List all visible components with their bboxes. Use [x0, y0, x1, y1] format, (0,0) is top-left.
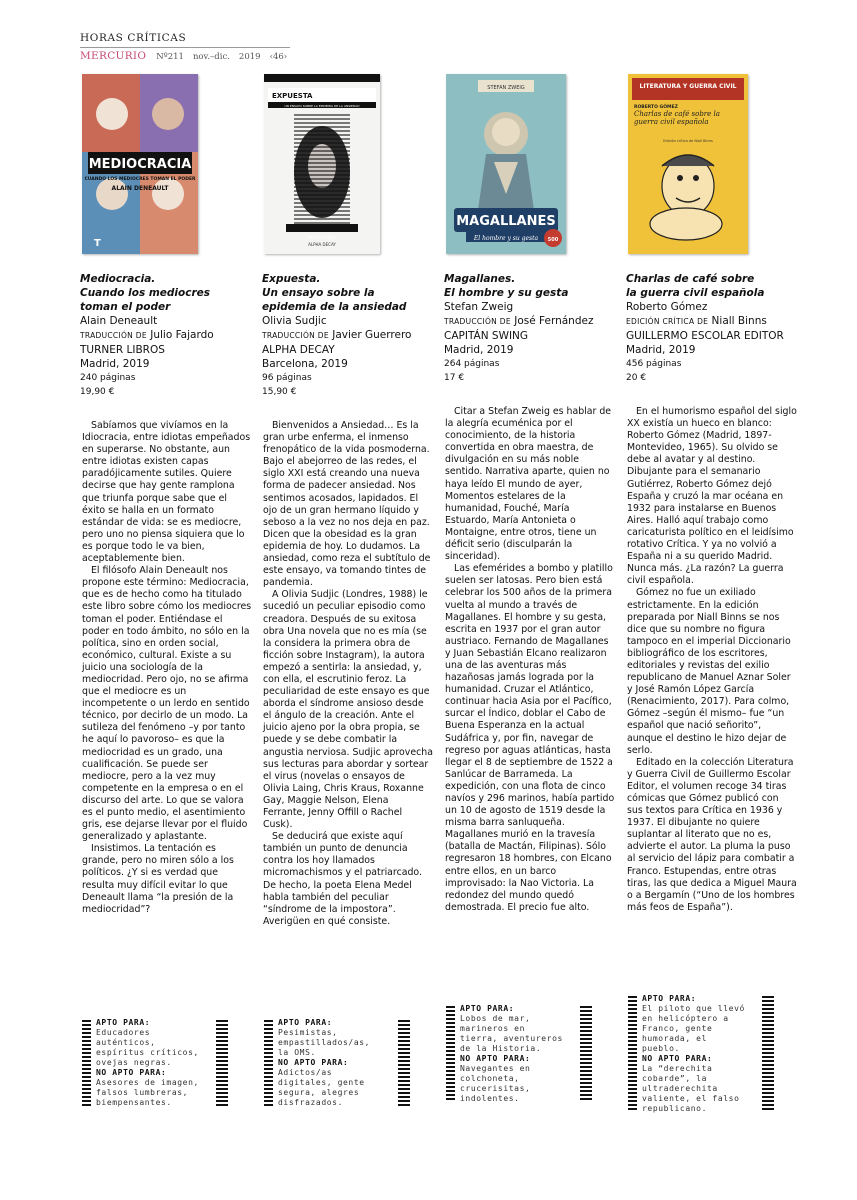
book-credit: TRADUCCIÓN DE Julio Fajardo — [80, 329, 214, 341]
issue-period: nov.–dic. — [192, 52, 230, 62]
barcode-decoration — [762, 996, 774, 1112]
book-pages: 456 páginas — [626, 359, 682, 369]
apto-box-mediocracia — [82, 1018, 228, 1108]
cover-subtitle: CUANDO LOS MEDIOCRES TOMAN EL PODER — [84, 177, 196, 182]
barcode-decoration — [580, 1006, 592, 1102]
cover-author: ROBERTO GÓMEZ — [634, 105, 678, 110]
page-number: ‹46› — [269, 52, 288, 62]
book-column-expuesta — [262, 74, 432, 399]
review-text-expuesta — [263, 420, 433, 928]
book-title: Mediocracia. Cuando los mediocres toman el poder — [80, 273, 211, 313]
book-publisher: GUILLERMO ESCOLAR EDITOR — [626, 330, 784, 342]
review-paragraph: Gómez no fue un exiliado estrictamente. En la edición preparada por Niall Binns se nos dice que su nombre no figura tampoco en el imperial Diccionario bibliográfico de los escritores, editoriales y revistas del exilio republicano de Manuel Aznar Soler y José Ramón López García (Renacimiento, 2017). Para colmo, Gómez –según él mismo– fue “un español que nació señorito”, aunque el destino le hizo dejar de serlo. — [627, 587, 791, 756]
apto-box-charlas — [628, 994, 774, 1114]
book-place-year: Barcelona, 2019 — [262, 358, 348, 370]
book-place-year: Madrid, 2019 — [626, 344, 696, 356]
header-rule — [80, 47, 290, 48]
cover-subtitle: El hombre y su gesta — [473, 235, 539, 242]
cover-title: MEDIOCRACIA — [88, 157, 192, 172]
book-credit: TRADUCCIÓN DE Javier Guerrero — [262, 329, 412, 341]
book-cover-expuesta — [264, 74, 380, 254]
book-title: Expuesta. Un ensayo sobre la epidemia de la ansiedad — [262, 273, 407, 313]
review-paragraph: Bienvenidos a Ansiedad… Es la gran urbe enferma, el inmenso frenopático de la vida posmoderna. Bajo el abejorreo de las redes, el siglo XXI está creando una nueva forma de padecer ansiedad. Nos sentimos acosados, lapidados. El ojo de un gran hermano líquido y seboso a la vez no nos deja en paz. Dicen que la obesidad es la gran epidemia de hoy. Lo dudamos. La ansiedad, como reza el subtítulo de este ensayo, va tomando tintes de pandemia. — [263, 420, 431, 589]
cover-author: ALAIN DENEAULT — [111, 185, 169, 192]
book-credit: EDICIÓN CRÍTICA DE Niall Binns — [626, 315, 767, 327]
barcode-decoration — [82, 1020, 91, 1106]
barcode-decoration — [628, 996, 637, 1112]
magazine-name: MERCURIO — [80, 50, 147, 62]
apto-value: El piloto que llevó en helicóptero a Franco, gente humorada, el pueblo. — [642, 1004, 745, 1053]
page-header — [80, 32, 290, 62]
book-publisher: ALPHA DECAY — [262, 344, 335, 356]
no-apto-label: NO APTO PARA: — [278, 1058, 349, 1067]
book-cover-magallanes — [446, 74, 566, 254]
no-apto-label: NO APTO PARA: — [460, 1054, 531, 1063]
book-publisher: TURNER LIBROS — [80, 344, 165, 356]
no-apto-value: Asesores de imagen, falsos lumbreras, biempensantes. — [96, 1078, 199, 1107]
apto-value: Educadores auténticos, espíritus críticos, ovejas negras. — [96, 1028, 199, 1067]
review-paragraph: Editado en la colección Literatura y Guerra Civil de Guillermo Escolar Editor, el volumen recoge 34 tiras cómicas que Gómez publicó con sus textos para Crítica en 1936 y 1937. El dibujante no quiere suplantar al literato que no es, advierte el autor. La pluma la puso al servicio del lápiz para combatir a Franco. Estupendas, entre otras tiras, las que dedica a Miguel Maura o a Bergamín (“Uno de los hombres más feos de España”). — [627, 756, 797, 913]
review-text-mediocracia — [82, 420, 252, 916]
cover-publisher: ALPHA DECAY — [308, 242, 336, 247]
book-pages: 96 páginas — [262, 373, 312, 383]
review-text-magallanes — [445, 406, 615, 914]
book-author: Stefan Zweig — [444, 301, 514, 313]
review-paragraph: En el humorismo español del siglo XX existía un hueco en blanco: Roberto Gómez (Madrid, 1897-Montevideo, 1965). Su olvido se debe al avatar y al destino. Dibujante para el semanario Gutiérrez, Roberto Gómez dejó España y cruzó la mar océana en 1932 para instalarse en Buenos Aires. Halló aquí trabajo como caricaturista político en el leidísimo rotativo Crítica. Y ya no volvió a España ni a su querido Madrid. Nunca más. ¿La razón? La guerra civil española. — [627, 406, 797, 587]
book-column-charlas — [626, 74, 796, 385]
no-apto-label: NO APTO PARA: — [642, 1054, 713, 1063]
book-price: 19,90 € — [80, 387, 115, 397]
apto-value: Pesimistas, empastillados/as, la OMS. — [278, 1028, 371, 1057]
review-paragraph: A Olivia Sudjic (Londres, 1988) le sucedió un peculiar episodio como creadora. Después de su exitosa obra Una novela que no es mía (se la considera la primera obra de ficción sobre Instagram), la autora empezó a sentirla: la ansiedad, y, con ella, el escrutinio feroz. La peculiaridad de este ensayo es que aborda el síndrome ansioso desde el ángulo de la creación. Ante el juicio ajeno por la obra propia, se puede y se debe combatir la angustia nerviosa. Sudjic aprovecha sus lecturas para abordar y sortear el virus (novelas o ensayos de Olivia Laing, Chris Kraus, Roxanne Gay, Maggie Nelson, Elena Ferrante, Jenny Offill o Rachel Cusk). — [263, 589, 433, 831]
no-apto-label: NO APTO PARA: — [96, 1068, 167, 1077]
cover-title: EXPUESTA — [272, 92, 313, 100]
review-paragraph: Citar a Stefan Zweig es hablar de la alegría ecuménica por el conocimiento, de la historia convertida en obra maestra, de divulgación en su más noble sentido. Narrativa aparte, quien no haya leído El mundo de ayer, Momentos estelares de la humanidad, Fouché, María Estuardo, María Antonieta o Montaigne, entre otros, tiene un déficit serio (disculparán la sinceridad). — [445, 406, 612, 563]
cover-badge: 500 — [547, 237, 559, 243]
apto-label: APTO PARA: — [96, 1018, 151, 1027]
book-column-magallanes — [444, 74, 614, 385]
section-title: HORAS CRÍTICAS — [80, 32, 187, 44]
cover-title: MAGALLANES — [456, 214, 556, 229]
cover-art — [82, 74, 198, 254]
book-publisher: CAPITÁN SWING — [444, 330, 529, 342]
no-apto-value: Navegantes en colchoneta, crucerisitas, indolentes. — [460, 1064, 531, 1103]
review-paragraph: Sabíamos que vivíamos en la Idiocracia, entre idiotas empeñados en superarse. No obstante, aun entre idiotas existen capas paradójicamente sutiles. Quiere decirse que hay gente ramplona que triunfa porque sabe que el éxito se halla en un formato estándar de vida: se es mediocre, pero uno no piensa siquiera que lo es porque todo le va bien, aceptablemente bien. — [82, 420, 251, 565]
review-text-charlas — [627, 406, 797, 914]
no-apto-value: La “derechita cobarde”, la ultraderechita valiente, el falso republicano. — [642, 1064, 740, 1113]
book-pages: 264 páginas — [444, 359, 500, 369]
review-paragraph: Insistimos. La tentación es grande, pero no miren sólo a los políticos. ¿Y si es verdad que resulta muy difícil evitar lo que Deneault llama “la presión de la mediocridad”? — [82, 843, 234, 915]
apto-box-magallanes — [446, 1004, 592, 1104]
book-title: Charlas de café sobre la guerra civil española — [626, 273, 765, 299]
book-author: Roberto Gómez — [626, 301, 708, 313]
cover-publisher-logo: T — [94, 238, 101, 249]
book-price: 15,90 € — [262, 387, 297, 397]
book-pages: 240 páginas — [80, 373, 136, 383]
book-place-year: Madrid, 2019 — [80, 358, 150, 370]
cover-art — [446, 74, 566, 254]
book-column-mediocracia — [80, 74, 250, 399]
review-paragraph: Las efemérides a bombo y platillo suelen ser latosas. Pero bien está celebrar los 500 años de la primera vuelta al mundo a través de Magallanes. El hombre y su gesta, escrita en 1937 por el gran autor austriaco. Fernando de Magallanes y Juan Sebastián Elcano realizaron una de las aventuras más hazañosas jamás lograda por la humanidad. Cruzar el Atlántico, continuar hacia Asia por el Pacífico, surcar el Índico, doblar el Cabo de Buena Esperanza en la actual Sudáfrica y, por fin, navegar de regreso por aguas atlánticas, hasta llegar el 8 de septiembre de 1522 a Sanlúcar de Barrameda. La expedición, con una flota de cinco navíos y 296 marinos, había partido un 10 de agosto de 1519 desde la misma barra sanluqueña. Magallanes murió en la travesía (batalla de Mactán, Filipinas). Sólo regresaron 18 hombres, con Elcano entre ellos, en un barco improvisado: la Nao Victoria. La redondez del mundo quedó demostrada. El precio fue alto. — [445, 563, 615, 913]
cover-art — [264, 74, 380, 254]
book-price: 17 € — [444, 373, 465, 383]
issue-year: 2019 — [238, 52, 261, 62]
barcode-decoration — [398, 1020, 410, 1106]
cover-subtitle: UN ENSAYO SOBRE LA EPIDEMIA DE LA ANSIEDAD — [284, 104, 360, 108]
cover-edition: Edición crítica de Niall Binns — [663, 139, 713, 143]
barcode-decoration — [216, 1020, 228, 1106]
cover-top-label: STEFAN ZWEIG — [487, 85, 525, 91]
issue-line — [80, 50, 290, 62]
apto-value: Lobos de mar, marineros en tierra, aventureros de la Historia. — [460, 1014, 563, 1053]
barcode-decoration — [446, 1006, 455, 1102]
book-credit: TRADUCCIÓN DE José Fernández — [444, 315, 594, 327]
book-author: Olivia Sudjic — [262, 315, 327, 327]
book-title: Magallanes. El hombre y su gesta — [444, 273, 569, 299]
apto-label: APTO PARA: — [460, 1004, 515, 1013]
cover-title: Charlas de café sobre la guerra civil española — [634, 110, 720, 126]
book-cover-mediocracia — [82, 74, 198, 254]
apto-label: APTO PARA: — [278, 1018, 333, 1027]
no-apto-value: Adictos/as digitales, gente segura, alegres disfrazados. — [278, 1068, 365, 1107]
apto-label: APTO PARA: — [642, 994, 697, 1003]
book-place-year: Madrid, 2019 — [444, 344, 514, 356]
barcode-decoration — [264, 1020, 273, 1106]
cover-art — [628, 74, 748, 254]
review-paragraph: El filósofo Alain Deneault nos propone este término: Mediocracia, que es de hecho como ha titulado este libro sobre cómo los mediocres toman el poder. Entiéndase el poder en todo ámbito, no sólo en la política, sino en orden social, económico, cultural. Existe a su juicio una sociología de la mediocridad. Pero ojo, no se afirma que el mediocre es un incompetente o un lerdo en sentido técnico, por decirlo de un modo. La sutileza del fenómeno –y por tanto he aquí lo pavoroso– es que la mediocridad es un grado, una cualificación. Se puede ser mediocre, pero a la vez muy competente en la empresa o en el discurso del arte. Lo que se valora es el punto medio, el asentimiento gris, ese dejarse llevar por el fluido generalizado y aplastante. — [82, 565, 252, 843]
issue-number: Nº211 — [156, 52, 184, 62]
book-author: Alain Deneault — [80, 315, 158, 327]
apto-box-expuesta — [264, 1018, 410, 1108]
book-cover-charlas — [628, 74, 748, 254]
cover-series: LITERATURA Y GUERRA CIVIL — [639, 83, 737, 90]
review-paragraph: Se deducirá que existe aquí también un punto de denuncia contra los hoy llamados micromachismos y el patriarcado. De hecho, la poeta Elena Medel habla también del peculiar “síndrome de la impostora”. Averigüen en qué consiste. — [263, 831, 422, 927]
book-price: 20 € — [626, 373, 647, 383]
cover-author: OLIVIA SUDJIC — [307, 235, 337, 240]
